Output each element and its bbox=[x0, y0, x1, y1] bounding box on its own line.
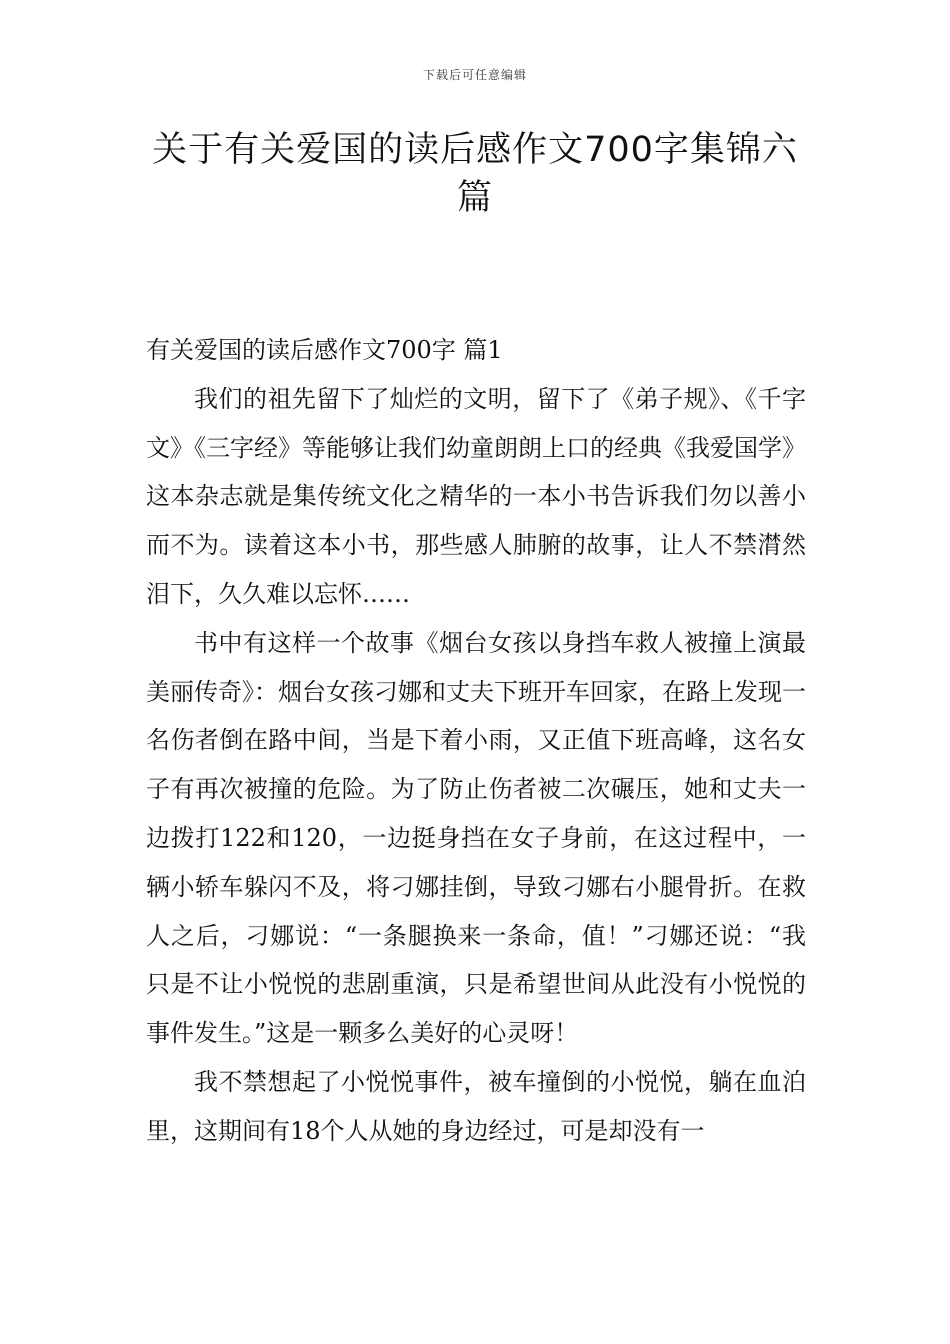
document-body bbox=[146, 326, 806, 1156]
paragraph-1: 我们的祖先留下了灿烂的文明，留下了《弟子规》、《千字文》《三字经》等能够让我们幼童朗朗上口的经典《我爱国学》这本杂志就是集传统文化之精华的一本小书告诉我们勿以善小而不为。读着这本小书，那些感人肺腑的故事，让人不禁潸然泪下，久久难以忘怀…… bbox=[146, 384, 806, 608]
paragraph-3: 我不禁想起了小悦悦事件，被车撞倒的小悦悦，躺在血泊里，这期间有18个人从她的身边经过，可是却没有一 bbox=[146, 1067, 806, 1145]
paragraph-2: 书中有这样一个故事《烟台女孩以身挡车救人被撞上演最美丽传奇》：烟台女孩刁娜和丈夫下班开车回家，在路上发现一名伤者倒在路中间，当是下着小雨，又正值下班高峰，这名女子有再次被撞的危险。为了防止伤者被二次碾压，她和丈夫一边拨打122和120，一边挺身挡在女子身前，在这过程中，一辆小轿车躲闪不及，将刁娜挂倒，导致刁娜右小腿骨折。在救人之后，刁娜说：“一条腿换来一条命，值！”刁娜还说：“我只是不让小悦悦的悲剧重演，只是希望世间从此没有小悦悦的事件发生。”这是一颗多么美好的心灵呀！ bbox=[146, 628, 806, 1048]
header-note: 下载后可任意编辑 bbox=[422, 68, 527, 82]
document-title: 关于有关爱国的读后感作文700字集锦六篇 bbox=[152, 130, 798, 218]
section-heading: 有关爱国的读后感作文700字 篇1 bbox=[146, 336, 503, 364]
